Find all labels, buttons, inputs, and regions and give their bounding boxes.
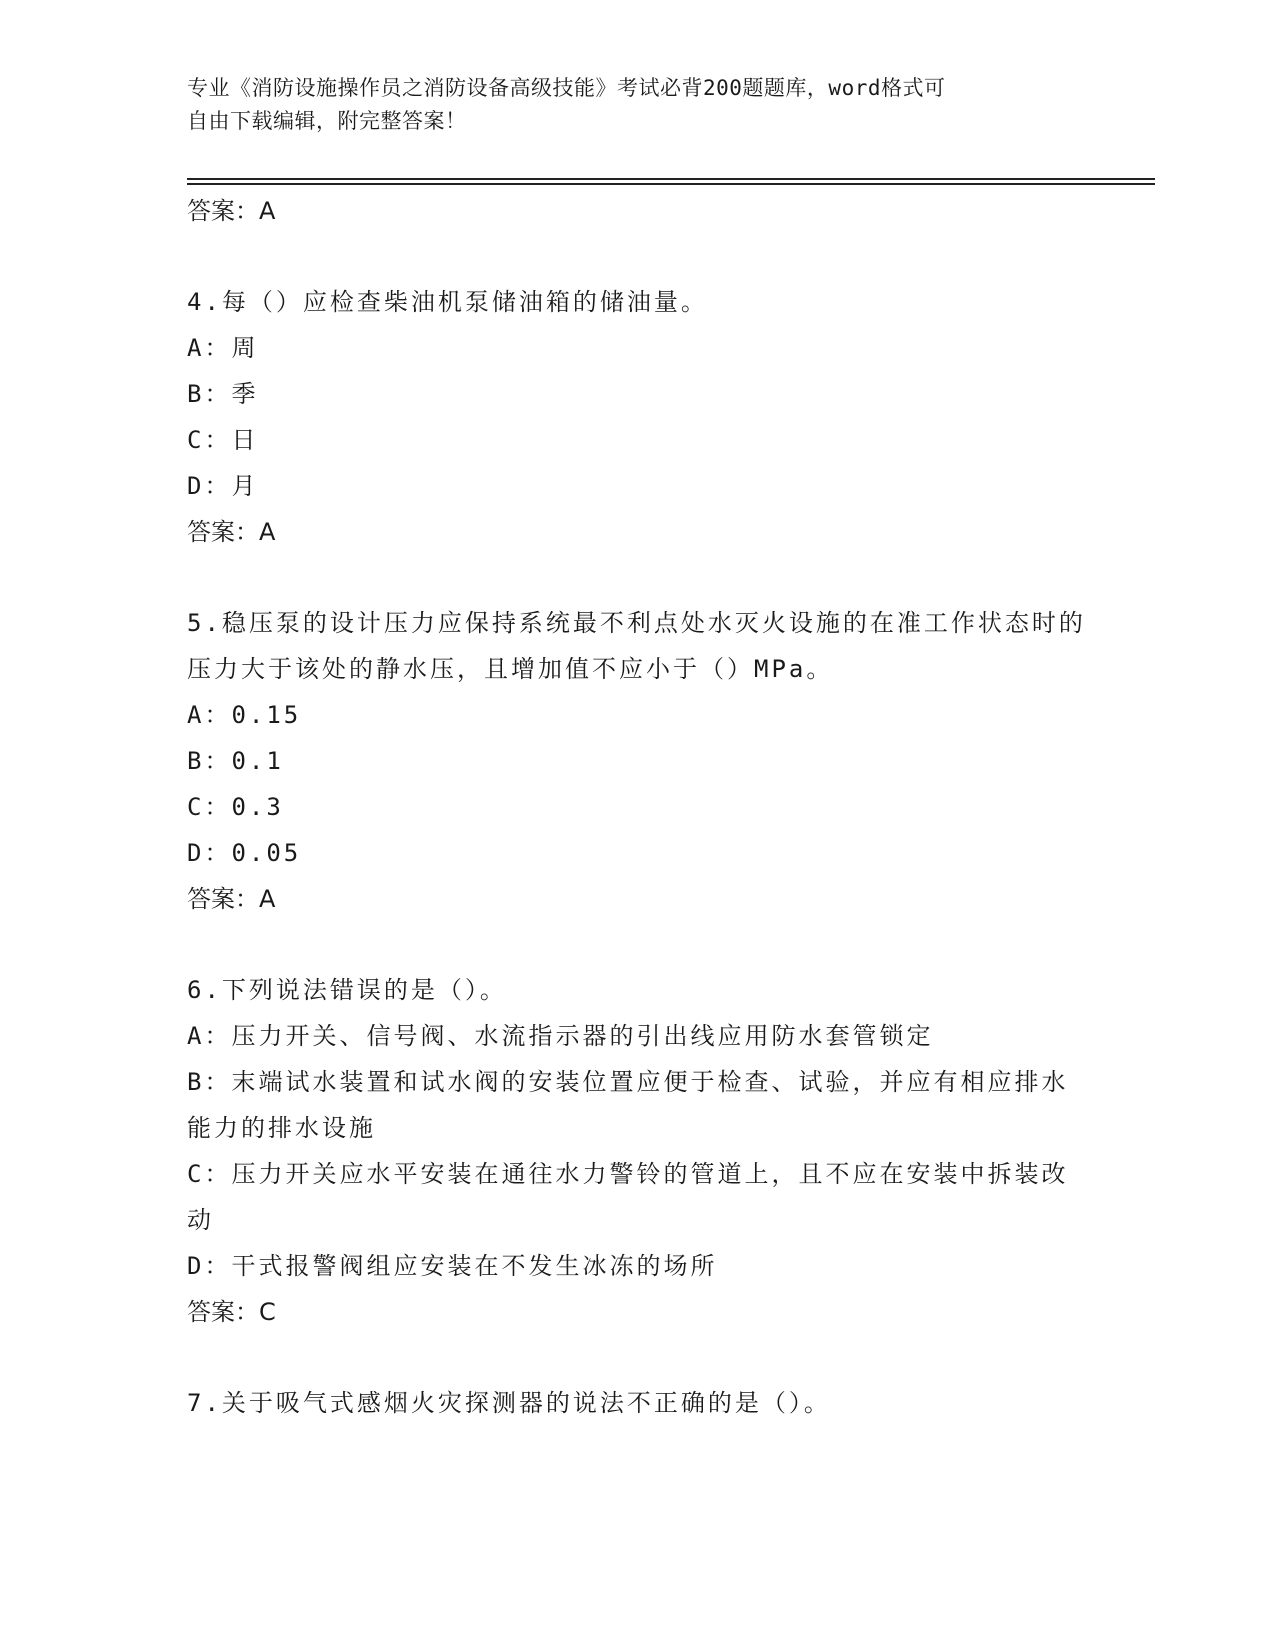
question-7 bbox=[187, 1380, 1087, 1426]
option-a: A：压力开关、信号阀、水流指示器的引出线应用防水套管锁定 bbox=[187, 1022, 934, 1050]
header-line-2: 自由下载编辑，附完整答案！ bbox=[187, 109, 467, 133]
question-stem: 7.关于吸气式感烟火灾探测器的说法不正确的是（）。 bbox=[187, 1389, 831, 1417]
header-divider bbox=[187, 178, 1155, 180]
question-stem: 6.下列说法错误的是（）。 bbox=[187, 976, 507, 1004]
question-6 bbox=[187, 967, 1087, 1335]
document-header bbox=[187, 72, 1067, 138]
question-5 bbox=[187, 600, 1087, 922]
question-4 bbox=[187, 279, 1087, 555]
answer-line: 答案：A bbox=[187, 518, 276, 546]
answer-line: 答案：A bbox=[187, 885, 276, 913]
question-stem: 5.稳压泵的设计压力应保持系统最不利点处水灭火设施的在准工作状态时的压力大于该处的静水压，且增加值不应小于（）MPa。 bbox=[187, 609, 1086, 683]
document-body bbox=[187, 188, 1087, 1426]
answer-line: 答案：A bbox=[187, 197, 276, 225]
option-b: B：0.1 bbox=[187, 747, 284, 775]
option-d: D：0.05 bbox=[187, 839, 302, 867]
option-a: A：周 bbox=[187, 334, 259, 362]
option-c: C：日 bbox=[187, 426, 259, 454]
option-c: C：0.3 bbox=[187, 793, 284, 821]
option-b: B：季 bbox=[187, 380, 259, 408]
answer-line: 答案：C bbox=[187, 1298, 276, 1326]
option-d: D：干式报警阀组应安装在不发生冰冻的场所 bbox=[187, 1252, 718, 1280]
option-b: B：末端试水装置和试水阀的安装位置应便于检查、试验，并应有相应排水能力的排水设施 bbox=[187, 1068, 1069, 1142]
option-c: C：压力开关应水平安装在通往水力警铃的管道上，且不应在安装中拆装改动 bbox=[187, 1160, 1069, 1234]
header-line-1: 专业《消防设施操作员之消防设备高级技能》考试必背200题题库，word格式可 bbox=[187, 76, 946, 100]
option-d: D：月 bbox=[187, 472, 259, 500]
option-a: A：0.15 bbox=[187, 701, 302, 729]
header-divider-second bbox=[187, 183, 1155, 185]
question-stem: 4.每（）应检查柴油机泵储油箱的储油量。 bbox=[187, 288, 708, 316]
